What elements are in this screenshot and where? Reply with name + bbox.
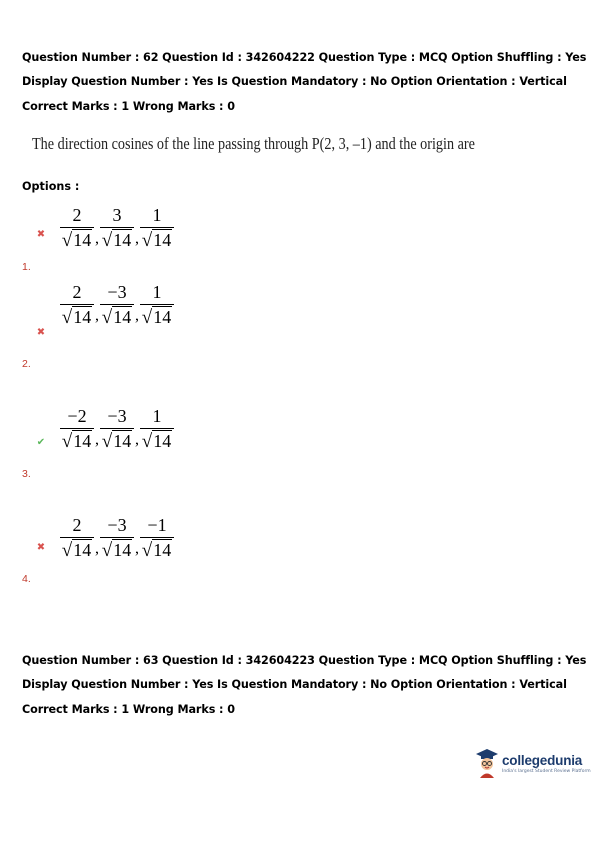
sqrt-icon: √ — [141, 307, 153, 328]
options-label: Options : — [22, 180, 80, 193]
q63-meta-line-3: Correct Marks : 1 Wrong Marks : 0 — [22, 703, 235, 716]
fraction: $\frac{-3}{√14}$ — [100, 406, 134, 453]
sqrt-icon: √ — [101, 230, 113, 251]
option-1-expression: $\frac{2}{√14}$ , $\frac{3}{√14}$ , $\frac{1}{√14}$ — [60, 205, 174, 252]
sqrt-icon: √ — [101, 540, 113, 561]
fraction: $\frac{2}{√14}$ — [60, 205, 94, 252]
sqrt-icon: √ — [101, 431, 113, 452]
option-2-expression: $\frac{2}{√14}$ , $\frac{-3}{√14}$ , $\frac{1}{√14}$ — [60, 282, 174, 329]
wrong-mark-icon: ✖ — [36, 542, 46, 553]
sqrt-icon: √ — [61, 540, 73, 561]
option-4-expression: $\frac{2}{√14}$ , $\frac{-3}{√14}$ , $\frac{-1}{√14}$ — [60, 515, 174, 562]
option-number: 2. — [22, 358, 31, 370]
fraction: $\frac{1}{√14}$ — [140, 205, 174, 252]
sqrt-icon: √ — [61, 431, 73, 452]
wrong-mark-icon: ✖ — [36, 229, 46, 240]
q63-meta-line-1: Question Number : 63 Question Id : 342604223 Question Type : MCQ Option Shuffling : Yes — [22, 654, 587, 667]
sqrt-icon: √ — [101, 307, 113, 328]
fraction: $\frac{-3}{√14}$ — [100, 282, 134, 329]
fraction: $\frac{-1}{√14}$ — [140, 515, 174, 562]
option-3-expression: $\frac{-2}{√14}$ , $\frac{-3}{√14}$ , $\frac{1}{√14}$ — [60, 406, 174, 453]
q63-meta-line-2: Display Question Number : Yes Is Question Mandatory : No Option Orientation : Vertical — [22, 678, 567, 691]
logo-tagline: India's largest Student Review Platform — [502, 768, 591, 774]
q62-meta-line-2: Display Question Number : Yes Is Question Mandatory : No Option Orientation : Vertical — [22, 75, 567, 88]
sqrt-icon: √ — [61, 230, 73, 251]
q62-meta-line-1: Question Number : 62 Question Id : 342604222 Question Type : MCQ Option Shuffling : Yes — [22, 51, 587, 64]
q62-meta-line-3: Correct Marks : 1 Wrong Marks : 0 — [22, 100, 235, 113]
check-mark-icon: ✔ — [36, 437, 46, 448]
fraction: $\frac{-3}{√14}$ — [100, 515, 134, 562]
fraction: $\frac{1}{√14}$ — [140, 282, 174, 329]
wrong-mark-icon: ✖ — [36, 327, 46, 338]
graduate-cap-icon — [476, 748, 498, 778]
collegedunia-logo[interactable] — [476, 748, 591, 778]
fraction: $\frac{-2}{√14}$ — [60, 406, 94, 453]
option-number: 4. — [22, 573, 31, 585]
sqrt-icon: √ — [141, 431, 153, 452]
option-number: 1. — [22, 261, 31, 273]
option-number: 3. — [22, 468, 31, 480]
fraction: $\frac{2}{√14}$ — [60, 282, 94, 329]
logo-name: collegedunia — [502, 752, 583, 768]
sqrt-icon: √ — [141, 230, 153, 251]
fraction: $\frac{3}{√14}$ — [100, 205, 134, 252]
sqrt-icon: √ — [141, 540, 153, 561]
fraction: $\frac{1}{√14}$ — [140, 406, 174, 453]
fraction: $\frac{2}{√14}$ — [60, 515, 94, 562]
sqrt-icon: √ — [61, 307, 73, 328]
question-text: The direction cosines of the line passing through P(2, 3, –1) and the origin are — [32, 134, 475, 153]
